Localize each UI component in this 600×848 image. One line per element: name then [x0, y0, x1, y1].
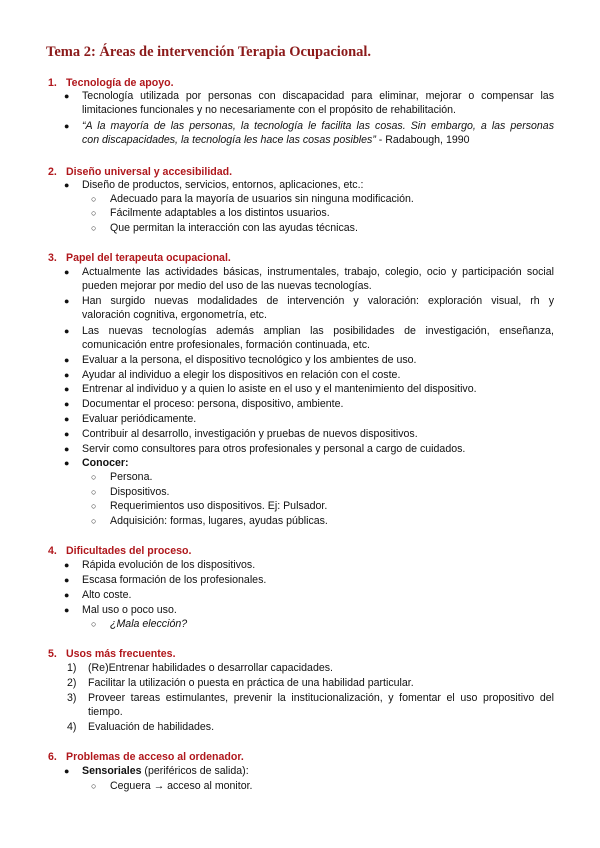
bullet-icon: ●: [64, 575, 70, 585]
section-heading-6: 6. Problemas de acceso al ordenador.: [48, 751, 244, 763]
bullet-icon: ●: [64, 458, 70, 468]
list-item: Escasa formación de los profesionales.: [82, 574, 267, 586]
list-item: Mal uso o poco uso.: [82, 604, 177, 616]
sub-item: Ceguera → acceso al monitor.: [110, 780, 253, 792]
circle-bullet-icon: ○: [91, 487, 97, 497]
circle-bullet-icon: ○: [91, 223, 97, 233]
list-item: Rápida evolución de los dispositivos.: [82, 559, 256, 571]
list-item: Contribuir al desarrollo, investigación y pruebas de nuevos dispositivos.: [82, 428, 418, 440]
numbered-item: Evaluación de habilidades.: [88, 721, 215, 733]
list-item: Actualmente las actividades básicas, instrumentales, trabajo, colegio, ocio y participación social: [82, 266, 554, 278]
section-heading-4: 4. Dificultades del proceso.: [48, 545, 192, 557]
list-item: Documentar el proceso: persona, dispositivo, ambiente.: [82, 398, 344, 410]
list-number: 1): [67, 662, 77, 674]
circle-bullet-icon: ○: [91, 472, 97, 482]
list-item: Entrenar al individuo y a quien lo asiste en el uso y el mantenimiento del dispositivo.: [82, 383, 477, 395]
sub-item: Persona.: [110, 471, 153, 483]
section-heading-1: 1. Tecnología de apoyo.: [48, 77, 174, 89]
bullet-icon: ●: [64, 414, 70, 424]
circle-bullet-icon: ○: [91, 194, 97, 204]
section-heading-2: 2. Diseño universal y accesibilidad.: [48, 166, 233, 178]
list-item: Las nuevas tecnologías además amplian las posibilidades de investigación, enseñanza,: [82, 325, 554, 337]
sub-item: Adecuado para la mayoría de usuarios sin ninguna modificación.: [110, 193, 414, 205]
bullet-icon: ●: [64, 326, 70, 336]
circle-bullet-icon: ○: [91, 781, 97, 791]
list-item: Diseño de productos, servicios, entornos, aplicaciones, etc.:: [82, 179, 364, 191]
sub-item: Requerimientos uso dispositivos. Ej: Pulsador.: [110, 500, 328, 512]
numbered-item: Proveer tareas estimulantes, prevenir la institucionalización, y fomentar el uso propositivo del: [88, 692, 554, 704]
list-number: 3): [67, 692, 77, 704]
bullet-icon: ●: [64, 399, 70, 409]
list-item: Alto coste.: [82, 589, 132, 601]
list-item: Sensoriales (periféricos de salida):: [82, 765, 249, 777]
sub-item: Adquisición: formas, lugares, ayudas públicas.: [110, 515, 328, 527]
bullet-icon: ●: [64, 91, 70, 101]
bullet-icon: ●: [64, 370, 70, 380]
list-item: Tecnología utilizada por personas con discapacidad para eliminar, mejorar o compensar las: [82, 90, 554, 102]
list-item-cont: limitaciones funcionales y no necesariamente con el propósito de rehabilitación.: [82, 104, 456, 116]
bullet-icon: ●: [64, 384, 70, 394]
numbered-item: Facilitar la utilización o puesta en práctica de una habilidad particular.: [88, 677, 414, 689]
numbered-item: (Re)Entrenar habilidades o desarrollar capacidades.: [88, 662, 333, 674]
section-heading-5: 5. Usos más frecuentes.: [48, 648, 176, 660]
list-item-cont: valoración cognitiva, ergonometría, etc.: [82, 309, 267, 321]
document-title: Tema 2: Áreas de intervención Terapia Ocupacional.: [46, 44, 372, 60]
list-number: 2): [67, 677, 77, 689]
sub-item: ¿Mala elección?: [110, 618, 188, 630]
list-item: Ayudar al individuo a elegir los dispositivos en relación con el coste.: [82, 369, 401, 381]
sub-item: Fácilmente adaptables a los distintos usuarios.: [110, 207, 330, 219]
quote-line-cont: con discapacidades, la tecnología les hace las cosas posibles” - Radabough, 1990: [82, 134, 470, 146]
list-item-cont: pueden mejorar por medio del uso de las nuevas tecnologías.: [82, 280, 372, 292]
bullet-icon: ●: [64, 605, 70, 615]
list-item-bold: Conocer:: [82, 457, 129, 469]
bullet-icon: ●: [64, 355, 70, 365]
bullet-icon: ●: [64, 560, 70, 570]
bullet-icon: ●: [64, 429, 70, 439]
sub-item: Dispositivos.: [110, 486, 170, 498]
circle-bullet-icon: ○: [91, 208, 97, 218]
quote-line: “A la mayoría de las personas, la tecnología le facilita las cosas. Sin embargo, a las personas: [82, 120, 554, 132]
bullet-icon: ●: [64, 766, 70, 776]
circle-bullet-icon: ○: [91, 516, 97, 526]
list-item: Servir como consultores para otros profesionales y personal a cargo de cuidados.: [82, 443, 466, 455]
list-item: Han surgido nuevas modalidades de intervención y valoración: exploración visual, rh y: [82, 295, 554, 307]
list-item-cont: comunicación entre profesionales, formación continuada, etc.: [82, 339, 370, 351]
numbered-item-cont: tiempo.: [88, 706, 123, 718]
bullet-icon: ●: [64, 444, 70, 454]
bullet-icon: ●: [64, 296, 70, 306]
circle-bullet-icon: ○: [91, 501, 97, 511]
section-heading-3: 3. Papel del terapeuta ocupacional.: [48, 252, 231, 264]
bullet-icon: ●: [64, 180, 70, 190]
list-item: Evaluar a la persona, el dispositivo tecnológico y los ambientes de uso.: [82, 354, 417, 366]
bullet-icon: ●: [64, 590, 70, 600]
bullet-icon: ●: [64, 267, 70, 277]
list-number: 4): [67, 721, 77, 733]
sub-item: Que permitan la interacción con las ayudas técnicas.: [110, 222, 358, 234]
bullet-icon: ●: [64, 121, 70, 131]
circle-bullet-icon: ○: [91, 619, 97, 629]
list-item: Evaluar periódicamente.: [82, 413, 197, 425]
